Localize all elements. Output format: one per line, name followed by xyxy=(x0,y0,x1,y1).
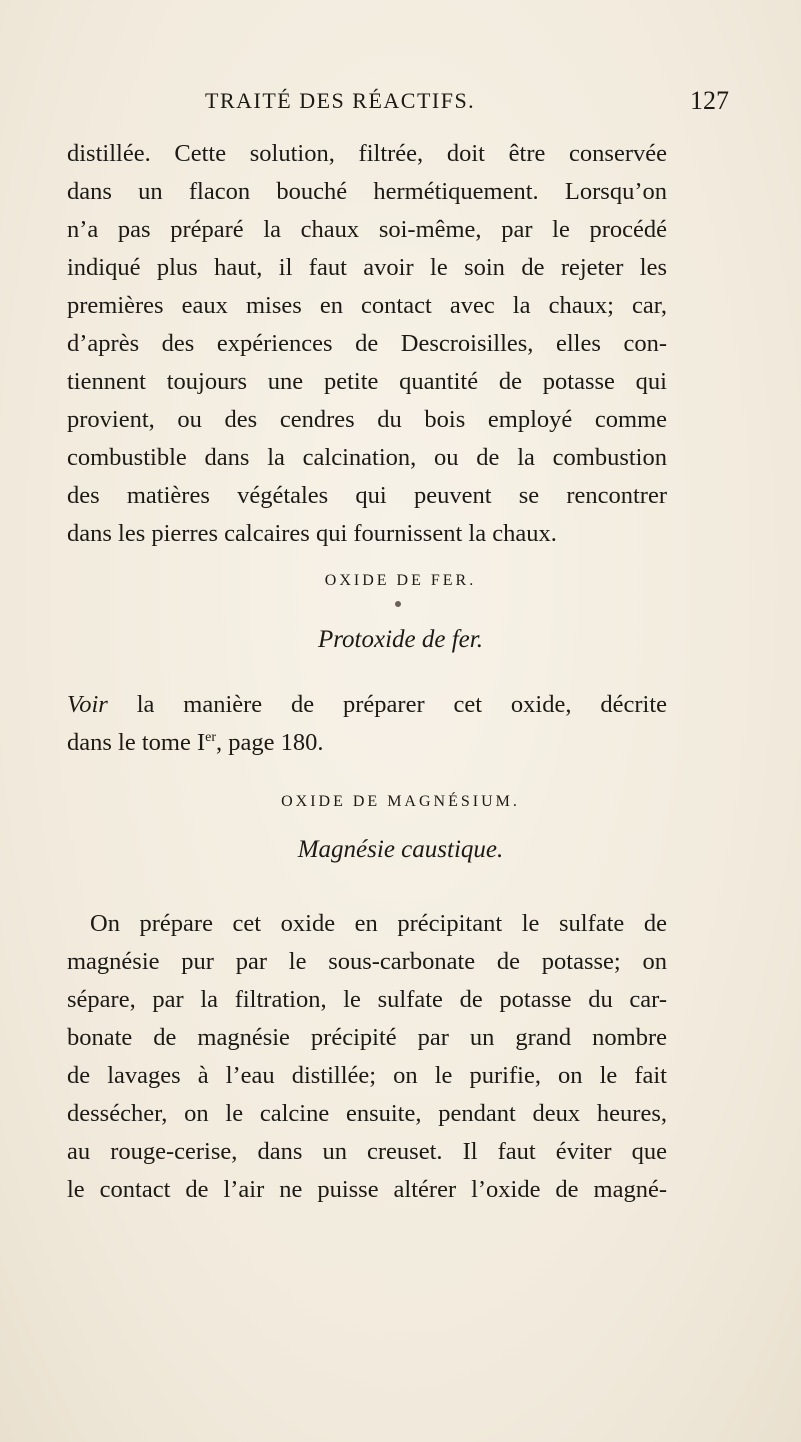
superscript-er: er xyxy=(205,729,217,745)
voir-word: Voir xyxy=(67,691,108,718)
ornament-dot xyxy=(395,601,401,607)
subheading-magnesie-caustique: Magnésie caustique. xyxy=(297,836,504,863)
text-line: sépare, par la filtration, le sulfate de potasse du car- xyxy=(67,986,667,1013)
text-line: dans les pierres calcaires qui fournissent la chaux. xyxy=(67,520,557,547)
text-line: n’a pas préparé la chaux soi-même, par le procédé xyxy=(67,216,667,243)
text-line: magnésie pur par le sous-carbonate de potasse; on xyxy=(67,948,667,975)
voir-rest: la manière de préparer cet oxide, décrite xyxy=(107,691,667,718)
text-line: bonate de magnésie précipité par un grand nombre xyxy=(67,1024,667,1051)
text-line: tiennent toujours une petite quantité de potasse qui xyxy=(67,368,667,395)
text-line: d’après des expériences de Descroisilles, elles con- xyxy=(67,330,667,357)
text-line-voir xyxy=(67,686,667,724)
text-line: provient, ou des cendres du bois employé comme xyxy=(67,406,667,433)
text-line: des matières végétales qui peuvent se rencontrer xyxy=(67,482,667,509)
running-title: TRAITÉ DES RÉACTIFS. xyxy=(205,88,476,113)
page-header xyxy=(0,88,801,124)
section-heading-oxide-de-fer: OXIDE DE FER. xyxy=(324,572,477,589)
text-line: indiqué plus haut, il faut avoir le soin de rejeter les xyxy=(67,254,667,281)
text-line: au rouge-cerise, dans un creuset. Il faut éviter que xyxy=(67,1138,667,1165)
text-line: dessécher, on le calcine ensuite, pendant deux heures, xyxy=(67,1100,667,1127)
page-number: 127 xyxy=(690,86,729,115)
text-line: le contact de l’air ne puisse altérer l’oxide de magné- xyxy=(67,1176,667,1203)
text-line-tome: dans le tome Ier, page 180. xyxy=(67,729,324,756)
text-line: combustible dans la calcination, ou de la combustion xyxy=(67,444,667,471)
text-line: premières eaux mises en contact avec la chaux; car, xyxy=(67,292,667,319)
text-line: de lavages à l’eau distillée; on le purifie, on le fait xyxy=(67,1062,667,1089)
text-line: dans un flacon bouché hermétiquement. Lorsqu’on xyxy=(67,178,667,205)
section-heading-oxide-de-magnesium: OXIDE DE MAGNÉSIUM. xyxy=(281,793,520,810)
text-line: distillée. Cette solution, filtrée, doit être conservée xyxy=(67,140,667,167)
subheading-protoxide-de-fer: Protoxide de fer. xyxy=(317,626,483,653)
text-line: On prépare cet oxide en précipitant le sulfate de xyxy=(90,910,667,937)
